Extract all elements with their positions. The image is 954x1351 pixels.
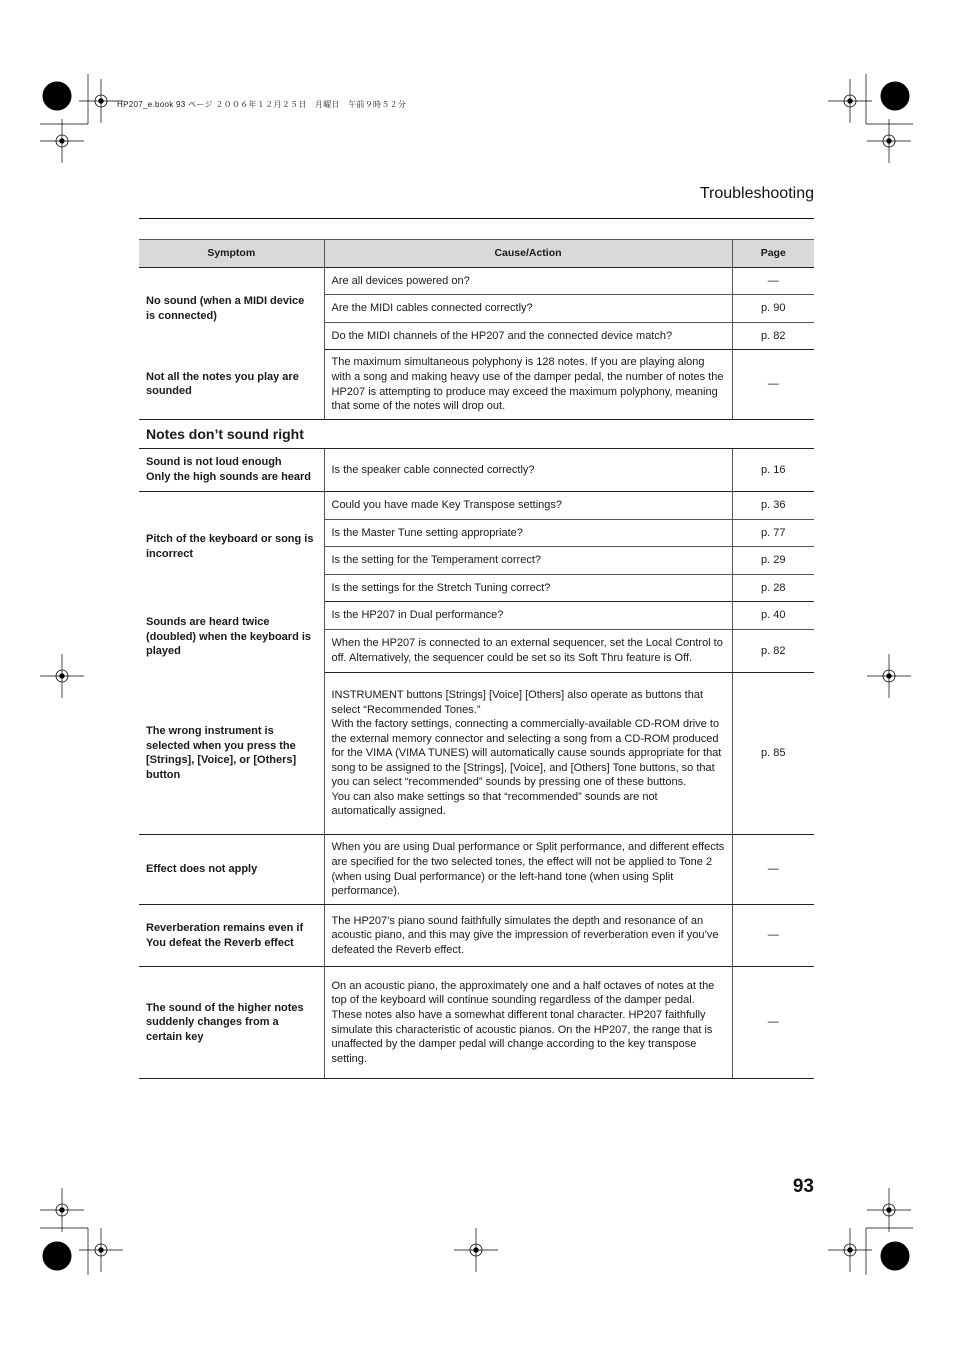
subheading: Notes don’t sound right <box>139 420 814 449</box>
page-cell: — <box>732 350 814 420</box>
file-info: HP207_e.book 93 ページ ２００６年１２月２５日 月曜日 午前９時５２分 <box>117 100 407 109</box>
table-row <box>139 492 814 520</box>
page-cell: p. 40 <box>732 602 814 630</box>
page-cell: p. 82 <box>732 323 814 350</box>
table-row <box>139 967 814 1079</box>
symptom-cell: The sound of the higher notes suddenly changes from a certain key <box>139 967 324 1079</box>
symptom-cell: Sounds are heard twice (doubled) when the keyboard is played <box>139 602 324 673</box>
page-cell: — <box>732 268 814 295</box>
cause-cell: Is the speaker cable connected correctly? <box>324 449 732 492</box>
cause-cell: Do the MIDI channels of the HP207 and the connected device match? <box>324 323 732 350</box>
troubleshooting-table <box>139 239 814 1079</box>
page-cell: — <box>732 835 814 905</box>
table-header-row <box>139 240 814 268</box>
symptom-line: Only the high sounds are heard <box>146 471 312 483</box>
page-cell: — <box>732 905 814 967</box>
page-cell: p. 85 <box>732 673 814 835</box>
table-row <box>139 449 814 492</box>
cause-cell: Is the Master Tune setting appropriate? <box>324 520 732 547</box>
symptom-cell: Reverberation remains even if You defeat the Reverb effect <box>139 905 324 967</box>
cause-cell: Is the HP207 in Dual performance? <box>324 602 732 630</box>
symptom-line: Sound is not loud enough <box>146 456 282 469</box>
cause-paragraph: INSTRUMENT buttons [Strings] [Voice] [Others] also operate as buttons that select “Recommended Tones.” <box>331 689 704 716</box>
table-row <box>139 350 814 420</box>
symptom-cell <box>139 449 324 492</box>
column-header-page: Page <box>732 240 814 268</box>
page-number: 93 <box>792 1176 814 1197</box>
cause-cell: Could you have made Key Transpose settings? <box>324 492 732 520</box>
page-cell: p. 28 <box>732 575 814 602</box>
table-row <box>139 835 814 905</box>
page-cell: p. 16 <box>732 449 814 492</box>
cause-cell: On an acoustic piano, the approximately one and a half octaves of notes at the top of the keyboard will continue sounding regardless of the damper pedal. These notes also have a somewhat different tonal character. HP207 faithfully simulate this characteristic of acoustic pianos. On the HP207, the range that is unaffected by the damper pedal will change according to the key transpose setting. <box>324 967 732 1079</box>
symptom-cell: Effect does not apply <box>139 835 324 905</box>
subheading-row <box>139 420 814 449</box>
table-row <box>139 268 814 295</box>
symptom-cell: No sound (when a MIDI device is connected) <box>139 268 324 350</box>
header-rule <box>139 218 814 219</box>
symptom-cell: Pitch of the keyboard or song is incorrect <box>139 492 324 602</box>
cause-cell: Are the MIDI cables connected correctly? <box>324 295 732 323</box>
column-header-symptom: Symptom <box>139 240 324 268</box>
cause-cell: When you are using Dual performance or Split performance, and different effects are specified for the two selected tones, the effect will not be applied to Tone 2 (when using Dual performance) or the left-hand tone (when using Split performance). <box>324 835 732 905</box>
cause-cell: Is the setting for the Temperament correct? <box>324 547 732 575</box>
cause-cell: The maximum simultaneous polyphony is 128 notes. If you are playing along with a song and making heavy use of the damper pedal, the number of notes the HP207 is attempting to produce may exceed the maximum polyphony, meaning that some of the notes will drop out. <box>324 350 732 420</box>
cause-cell <box>324 673 732 835</box>
symptom-cell: The wrong instrument is selected when you press the [Strings], [Voice], or [Others] button <box>139 673 324 835</box>
cause-cell: When the HP207 is connected to an external sequencer, set the Local Control to off. Alternatively, the sequencer could be set so its Soft Thru feature is Off. <box>324 630 732 673</box>
table-row <box>139 905 814 967</box>
page-cell: p. 82 <box>732 630 814 673</box>
page-cell: p. 77 <box>732 520 814 547</box>
table-row <box>139 673 814 835</box>
page-cell: — <box>732 967 814 1079</box>
page-cell: p. 29 <box>732 547 814 575</box>
cause-cell: Are all devices powered on? <box>324 268 732 295</box>
section-title: Troubleshooting <box>699 185 814 202</box>
cause-cell: The HP207’s piano sound faithfully simulates the depth and resonance of an acoustic piano, and this may give the impression of reverberation even if you’ve defeated the Reverb effect. <box>324 905 732 967</box>
cause-paragraph: You can also make settings so that “recommended” sounds are not automatically assigned. <box>331 790 658 818</box>
cause-cell: Is the settings for the Stretch Tuning correct? <box>324 575 732 602</box>
page-cell: p. 90 <box>732 295 814 323</box>
table-row <box>139 602 814 630</box>
cause-paragraph: With the factory settings, connecting a commercially-available CD-ROM drive to the external memory connector and selecting a song from a CD-ROM produced for the VIMA (VIMA TUNES) will automatically cause sounds appropriate for that song to be assigned to the [Strings], [Voice], and [Others] Tone buttons, so that you can select “recommended” sounds by pressing one of these buttons. <box>331 718 722 789</box>
symptom-cell: Not all the notes you play are sounded <box>139 350 324 420</box>
page-cell: p. 36 <box>732 492 814 520</box>
column-header-cause: Cause/Action <box>324 240 732 268</box>
